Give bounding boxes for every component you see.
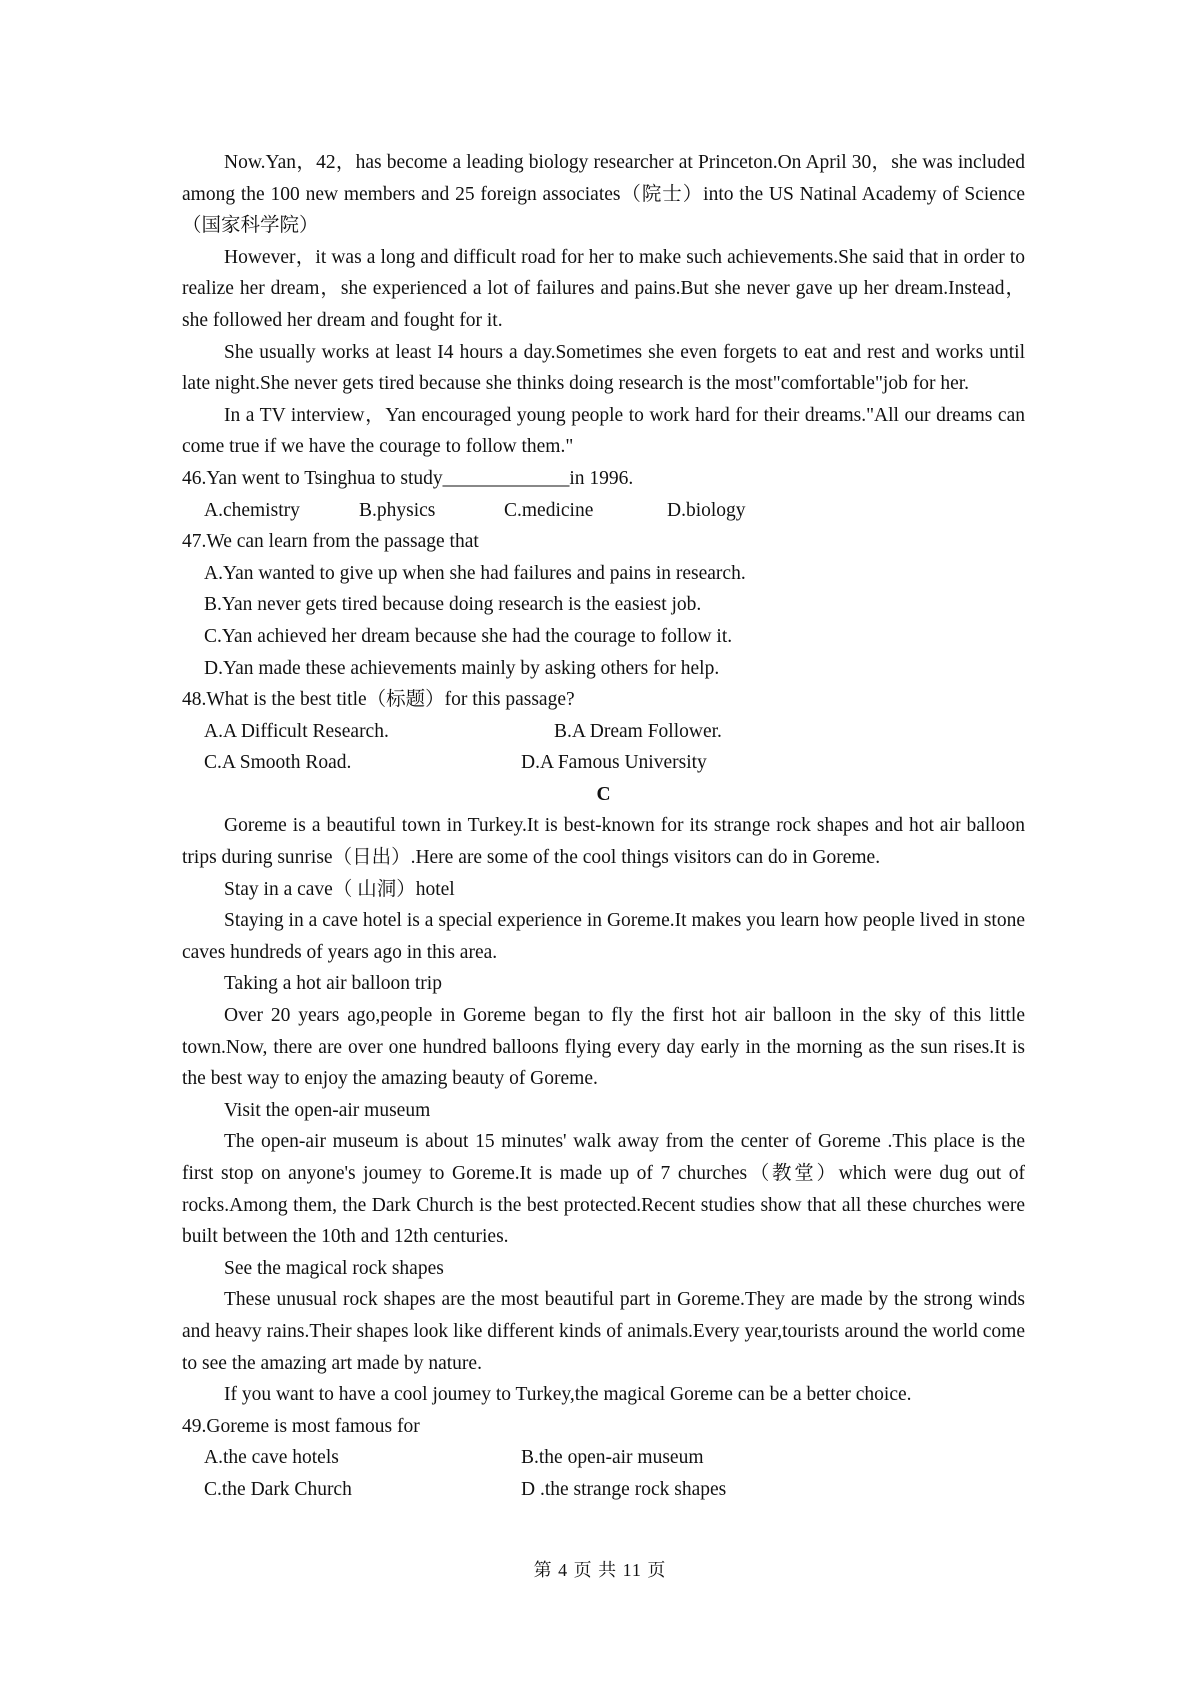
question-49-options-row2 (182, 1474, 1025, 1506)
option-d: D.A Famous University (521, 752, 707, 774)
option-c: C.medicine (504, 499, 594, 521)
passage-paragraph: Now.Yan，42，has become a leading biology researcher at Princeton.On April 30，she was included among the 100 new members and 25 foreign associates（院士）into the US Natinal Academy of Science（国家科学院） (182, 152, 1025, 237)
page-footer: 第 4 页 共 11 页 (533, 1560, 667, 1580)
section-heading: C (596, 783, 611, 805)
option-c: C.the Dark Church (204, 1478, 352, 1500)
option-b: B.Yan never gets tired because doing research is the easiest job. (204, 594, 702, 616)
question-49: 49.Goreme is most famous for (182, 1415, 420, 1437)
option-b: B.A Dream Follower. (554, 720, 722, 742)
option-b: B.the open-air museum (521, 1447, 704, 1469)
passage-paragraph: However，it was a long and difficult road for her to make such achievements.She said that in order to realize her dream，she experienced a lot of failures and pains.But she never gave up her dream.Instead，she followed her dream and fought for it. (182, 246, 1025, 331)
subheading: Visit the open-air museum (224, 1099, 431, 1121)
passage-paragraph: If you want to have a cool joumey to Turkey,the magical Goreme can be a better choice. (224, 1384, 912, 1406)
subheading: Taking a hot air balloon trip (224, 973, 442, 995)
option-a: A.Yan wanted to give up when she had failures and pains in research. (204, 562, 746, 584)
option-d: D.biology (667, 499, 746, 521)
option-c: C.Yan achieved her dream because she had the courage to follow it. (204, 625, 733, 647)
subheading: See the magical rock shapes (224, 1257, 444, 1279)
passage-paragraph: Over 20 years ago,people in Goreme began to fly the first hot air balloon in the sky of this little town.Now, there are over one hundred balloons flying every day early in the morning as the sun rises.It is the best way to enjoy the amazing beauty of Goreme. (182, 1005, 1025, 1090)
question-49-options-row1 (182, 1442, 1025, 1474)
page-content (182, 147, 1025, 1506)
option-d: D .the strange rock shapes (521, 1478, 727, 1500)
question-48: 48.What is the best title（标题）for this passage? (182, 689, 575, 711)
option-a: A.A Difficult Research. (204, 720, 389, 742)
subheading: Stay in a cave（ 山洞）hotel (224, 878, 455, 900)
option-c: C.A Smooth Road. (204, 752, 352, 774)
option-a: A.chemistry (204, 499, 300, 521)
question-46-options (182, 495, 1025, 527)
passage-paragraph: Goreme is a beautiful town in Turkey.It is best-known for its strange rock shapes and hot air balloon trips during sunrise（日出）.Here are some of the cool things visitors can do in Goreme. (182, 815, 1025, 869)
passage-paragraph: These unusual rock shapes are the most beautiful part in Goreme.They are made by the strong winds and heavy rains.Their shapes look like different kinds of animals.Every year,tourists around the world come to see the amazing art made by nature. (182, 1289, 1025, 1374)
passage-paragraph: In a TV interview，Yan encouraged young people to work hard for their dreams."All our dreams can come true if we have the courage to follow them." (182, 404, 1025, 458)
option-a: A.the cave hotels (204, 1447, 339, 1469)
question-46: 46.Yan went to Tsinghua to study_____________in 1996. (182, 467, 634, 489)
question-47: 47.We can learn from the passage that (182, 531, 479, 553)
passage-paragraph: She usually works at least I4 hours a day.Sometimes she even forgets to eat and rest and works until late night.She never gets tired because she thinks doing research is the most"comfortable"job for her. (182, 341, 1025, 395)
question-48-options-row2 (182, 747, 1025, 779)
question-48-options-row1 (182, 716, 1025, 748)
passage-paragraph: The open-air museum is about 15 minutes' walk away from the center of Goreme .This place is the first stop on anyone's joumey to Goreme.It is made up of 7 churches（教堂）which were dug out of rocks.Among them, the Dark Church is the best protected.Recent studies show that all these churches were built between the 10th and 12th centuries. (182, 1131, 1025, 1248)
passage-paragraph: Staying in a cave hotel is a special experience in Goreme.It makes you learn how people lived in stone caves hundreds of years ago in this area. (182, 910, 1025, 963)
option-d: D.Yan made these achievements mainly by asking others for help. (204, 657, 720, 679)
option-b: B.physics (359, 499, 436, 521)
